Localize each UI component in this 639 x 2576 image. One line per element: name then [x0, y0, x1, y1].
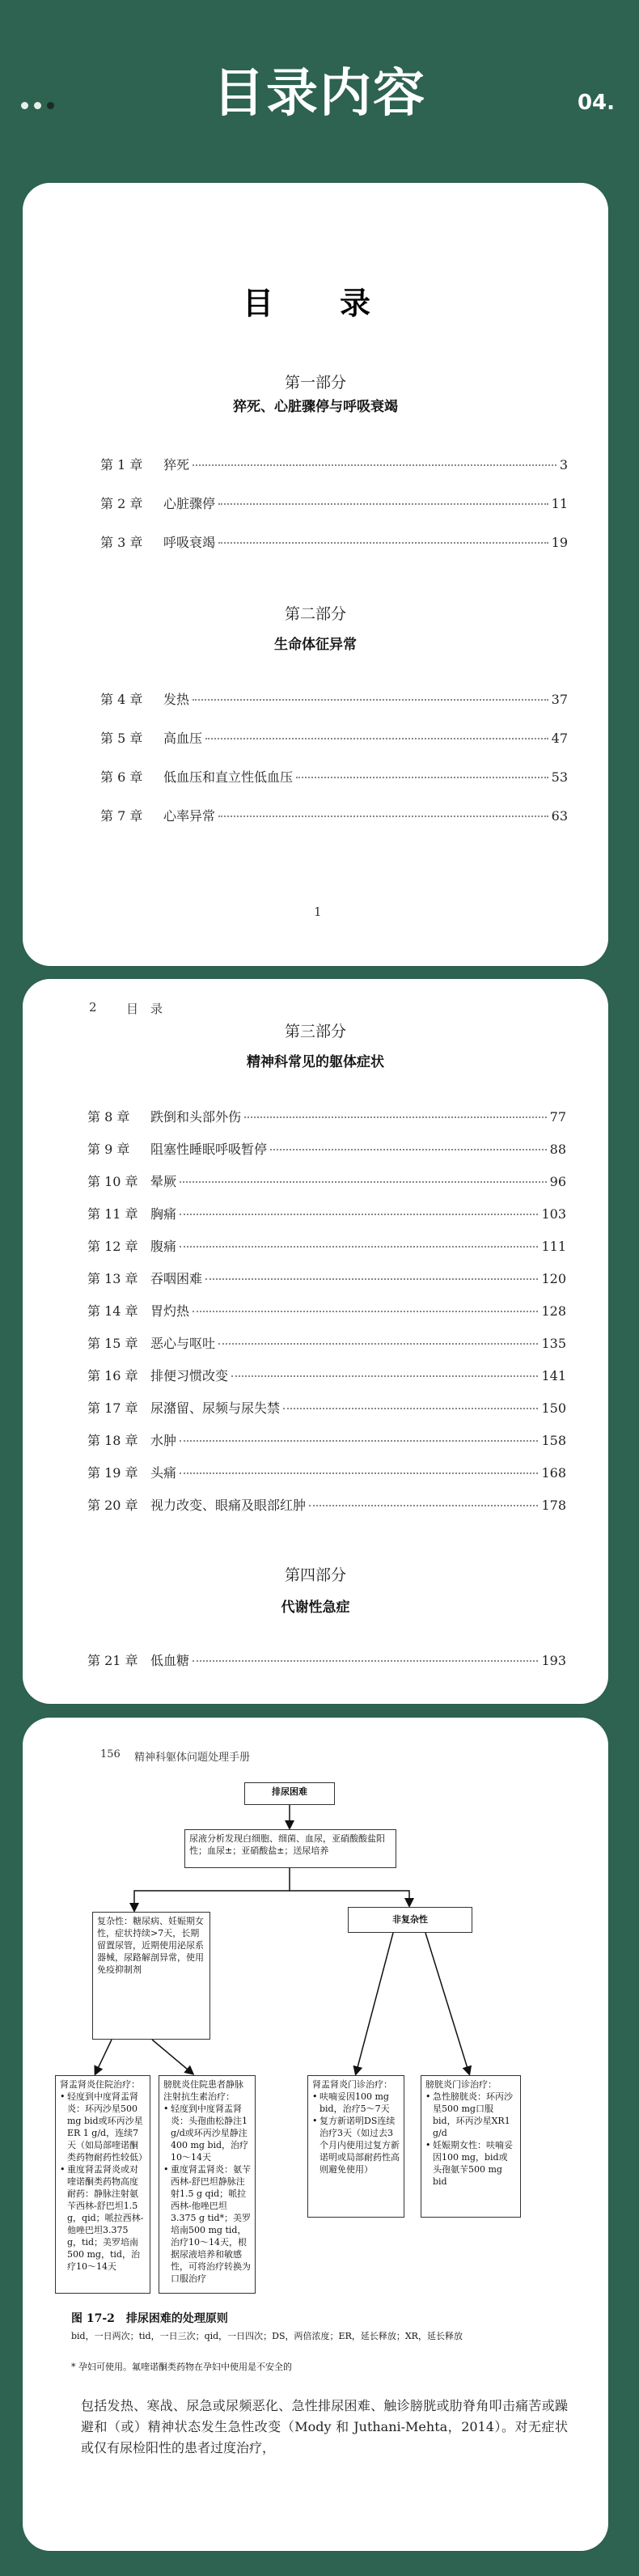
toc-row[interactable]: [87, 1398, 566, 1416]
chapter-number: 第 12 章: [87, 1239, 138, 1254]
chapter-number: 第 19 章: [87, 1465, 138, 1481]
box-title: 膀胱炎门诊治疗：: [425, 2079, 497, 2090]
dot-leader: [180, 1214, 538, 1215]
node-cystitis-outpatient: [421, 2075, 521, 2218]
chapter-name: 心率异常: [163, 808, 216, 824]
part-title: 代谢性急症: [281, 1599, 350, 1616]
dot-leader: [180, 1472, 538, 1474]
chapter-number: 第 14 章: [87, 1303, 138, 1319]
treatment-list: [312, 2091, 400, 2176]
chapter-number: 第 20 章: [87, 1498, 138, 1513]
toc-row[interactable]: [87, 1366, 566, 1383]
toc-row[interactable]: [87, 1204, 566, 1222]
chapter-name: 心脏骤停: [163, 496, 216, 511]
toc-heading: 目 录: [242, 285, 388, 321]
chapter-number: 第 6 章: [100, 769, 143, 785]
chapter-name: 低血糖: [150, 1653, 190, 1668]
page-ref: 63: [551, 808, 568, 824]
page-ref: 53: [551, 769, 568, 785]
page-ref: 120: [541, 1271, 566, 1286]
chapter-name: 腹痛: [150, 1239, 177, 1254]
node-pyelonephritis-outpatient: [307, 2075, 404, 2218]
chapter-name: 发热: [163, 692, 190, 707]
dot-leader: [244, 1116, 547, 1118]
chapter-name: 猝死: [163, 457, 190, 472]
page-ref: 47: [551, 731, 568, 746]
chapter-number: 第 18 章: [87, 1433, 138, 1448]
chapter-name: 胃灼热: [150, 1303, 190, 1319]
chapter-name: 呼吸衰竭: [163, 535, 216, 550]
node-cystitis-inpatient: [159, 2075, 256, 2294]
toc-row[interactable]: [87, 1495, 566, 1513]
part-label: 第一部分: [284, 374, 346, 392]
toc-row[interactable]: [100, 455, 568, 472]
page-ref: 19: [551, 535, 568, 550]
chapter-number: 第 15 章: [87, 1336, 138, 1351]
decorative-dots: [21, 102, 54, 109]
caption-note: * 孕妇可使用。氟喹诺酮类药物在孕妇中使用是不安全的: [71, 2362, 292, 2372]
dot-leader: [180, 1246, 538, 1248]
toc-row[interactable]: [87, 1236, 566, 1254]
page-ref: 37: [551, 692, 568, 707]
dot-leader: [193, 1311, 538, 1312]
caption-abbreviations: bid，一日两次；tid，一日三次；qid，一日四次；DS，两倍浓度；ER，延长释放；XR，延长释放: [71, 2331, 463, 2341]
chapter-number: 第 13 章: [87, 1271, 138, 1286]
treatment-list: [60, 2091, 146, 2273]
chapter-number: 第 21 章: [87, 1653, 138, 1668]
toc-page-1: [23, 183, 608, 966]
toc-row[interactable]: [100, 494, 568, 511]
page-ref: 128: [541, 1303, 566, 1319]
part-label: 第三部分: [284, 1023, 346, 1040]
chapter-number: 第 17 章: [87, 1400, 138, 1416]
dot-leader: [193, 699, 548, 701]
page-ref: 11: [551, 496, 568, 511]
dot-leader: [218, 503, 548, 505]
chapter-number: 第 2 章: [100, 496, 143, 511]
chapter-number: 第 5 章: [100, 731, 143, 746]
page-number: 04.: [577, 91, 615, 115]
treatment-list: [163, 2103, 251, 2285]
toc-row[interactable]: [87, 1171, 566, 1189]
chapter-number: 第 1 章: [100, 457, 143, 472]
running-head-text: 目 录: [126, 1002, 163, 1016]
chapter-name: 晕厥: [150, 1174, 177, 1189]
chapter-name: 尿潴留、尿频与尿失禁: [150, 1400, 281, 1416]
page-ref: 88: [549, 1142, 566, 1157]
page-ref: 158: [541, 1433, 566, 1448]
toc-row[interactable]: [87, 1333, 566, 1351]
toc-row[interactable]: [87, 1430, 566, 1448]
page-ref: 141: [541, 1368, 566, 1383]
dot-leader: [270, 1149, 547, 1150]
dot: [34, 102, 41, 109]
page-ref: 96: [549, 1174, 566, 1189]
list-item: • 妊娠期女性：呋喃妥因100 mg，bid或头孢氨苄500 mg bid: [425, 2139, 516, 2188]
running-head-text: 精神科躯体问题处理手册: [134, 1752, 251, 1764]
toc-row[interactable]: [87, 1301, 566, 1319]
page-ref: 168: [541, 1465, 566, 1481]
treatment-list: [425, 2091, 516, 2188]
node-dysuria: 排尿困难: [244, 1782, 335, 1805]
chapter-number: 第 9 章: [87, 1142, 130, 1157]
dot-leader: [218, 816, 548, 817]
flowchart-page: [23, 1718, 608, 2551]
dot-leader: [193, 464, 556, 466]
part-title: 生命体征异常: [274, 637, 357, 653]
dot-leader: [218, 1343, 538, 1345]
chapter-name: 恶心与呕吐: [150, 1336, 216, 1351]
chapter-name: 水肿: [150, 1433, 177, 1448]
body-paragraph: 包括发热、寒战、尿急或尿频恶化、急性排尿困难、触诊膀胱或肋脊角叩击痛苦或躁避和（或）精神状态发生急性改变（Mody 和 Juthani-Mehta，2014）。对无症状或仅有尿检阳性的患者过度治疗，: [81, 2398, 568, 2455]
chapter-name: 排便习惯改变: [150, 1368, 229, 1383]
page-ref: 77: [549, 1109, 566, 1125]
header: [0, 0, 639, 166]
dot-leader: [193, 1660, 538, 1662]
dot-leader: [180, 1181, 547, 1183]
chapter-number: 第 4 章: [100, 692, 143, 707]
toc-row[interactable]: [87, 1650, 566, 1668]
chapter-number: 第 10 章: [87, 1174, 138, 1189]
chapter-number: 第 7 章: [100, 808, 143, 824]
toc-row[interactable]: [87, 1269, 566, 1286]
chapter-name: 低血压和直立性低血压: [163, 769, 294, 785]
box-title: 膀胱炎住院患者静脉注射抗生素治疗：: [163, 2079, 243, 2102]
chapter-name: 头痛: [150, 1465, 177, 1481]
node-pyelonephritis-inpatient: [55, 2075, 150, 2294]
toc-row[interactable]: [100, 728, 568, 746]
node-uncomplicated: 非复杂性: [348, 1907, 472, 1933]
toc-page-2: [23, 979, 608, 1704]
page-title: 目录内容: [213, 64, 426, 124]
chapter-name: 高血压: [163, 731, 203, 746]
box-title: 肾盂肾炎住院治疗：: [60, 2079, 140, 2090]
chapter-number: 第 3 章: [100, 535, 143, 550]
dot-leader: [205, 1278, 538, 1280]
node-urinalysis: 尿液分析发现白细胞、细菌、血尿，亚硝酸酸盐阳性；血尿±；亚硝酸盐±；送尿培养: [184, 1829, 396, 1868]
dot: [47, 102, 54, 109]
dot-leader: [180, 1440, 538, 1442]
dot-leader: [205, 738, 548, 739]
page-ref: 150: [541, 1400, 566, 1416]
chapter-name: 视力改变、眼痛及眼部红肿: [150, 1498, 307, 1513]
page-ref: 193: [541, 1653, 566, 1668]
chapter-name: 跌倒和头部外伤: [150, 1109, 242, 1125]
toc-row[interactable]: [87, 1463, 566, 1481]
figure-caption: 图 17-2 排尿困难的处理原则: [71, 2312, 228, 2325]
dot: [21, 102, 28, 109]
box-title: 肾盂肾炎门诊治疗：: [312, 2079, 392, 2090]
list-item: • 重度肾盂肾炎或对喹诺酮类药物高度耐药：静脉注射氨苄西林-舒巴坦1.5 g，qid；哌拉西林-他唑巴坦3.375 g，tid；美罗培南500 mg，tid，治疗10～14天: [60, 2163, 146, 2273]
part-title: 精神科常见的躯体症状: [247, 1054, 384, 1070]
dot-leader: [309, 1505, 538, 1506]
chapter-name: 胸痛: [150, 1206, 177, 1222]
toc-row[interactable]: [100, 767, 568, 785]
toc-row[interactable]: [100, 532, 568, 550]
part-title: 猝死、心脏骤停与呼吸衰竭: [233, 399, 398, 415]
chapter-number: 第 8 章: [87, 1109, 130, 1125]
page-ref: 135: [541, 1336, 566, 1351]
list-item: • 呋喃妥因100 mg bid，治疗5～7天: [312, 2091, 400, 2115]
toc-row[interactable]: [87, 1139, 566, 1157]
list-item: • 急性膀胱炎：环丙沙星500 mg口服bid，环丙沙星XR1 g/d: [425, 2091, 516, 2139]
chapter-number: 第 11 章: [87, 1206, 138, 1222]
running-head-number: 156: [100, 1748, 121, 1760]
node-complicated: 复杂性：糖尿病、妊娠期女性，症状持续>7天，长期留置尿管，近期使用泌尿系器械，尿路解剖异常，使用免疫抑制剂: [92, 1912, 210, 2040]
folio: 1: [314, 905, 322, 919]
dot-leader: [296, 777, 548, 778]
part-label: 第四部分: [284, 1566, 346, 1584]
page-ref: 103: [541, 1206, 566, 1222]
chapter-name: 阻塞性睡眠呼吸暂停: [150, 1142, 268, 1157]
running-head-number: 2: [89, 1000, 97, 1015]
dot-leader: [218, 542, 548, 544]
part-label: 第二部分: [284, 605, 346, 623]
dot-leader: [231, 1375, 538, 1377]
chapter-name: 吞咽困难: [150, 1271, 203, 1286]
toc-row[interactable]: [100, 806, 568, 824]
list-item: • 复方新诺明DS连续治疗3天（如过去3个月内使用过复方新诺明或局部耐药性高则避免使用）: [312, 2115, 400, 2176]
list-item: • 轻度到中度肾盂肾炎：头孢曲松静注1 g/d或环丙沙星静注400 mg bid，治疗10～14天: [163, 2103, 251, 2163]
toc-row[interactable]: [87, 1107, 566, 1125]
page-ref: 3: [559, 457, 568, 472]
page-ref: 111: [541, 1239, 566, 1254]
page-ref: 178: [541, 1498, 566, 1513]
dot-leader: [283, 1408, 538, 1409]
toc-row[interactable]: [100, 689, 568, 707]
chapter-number: 第 16 章: [87, 1368, 138, 1383]
list-item: • 轻度到中度肾盂肾炎：环丙沙星500 mg bid或环丙沙星ER 1 g/d，连续7天（如局部喹诺酮类药物耐药性较低）: [60, 2091, 146, 2163]
list-item: • 重度肾盂肾炎：氨苄西林-舒巴坦静脉注射1.5 g qid；哌拉西林-他唑巴坦3.375 g tid*；美罗培南500 mg tid，治疗10～14天，根据尿液培养和敏感性，可将治疗转换为口服治疗: [163, 2163, 251, 2285]
